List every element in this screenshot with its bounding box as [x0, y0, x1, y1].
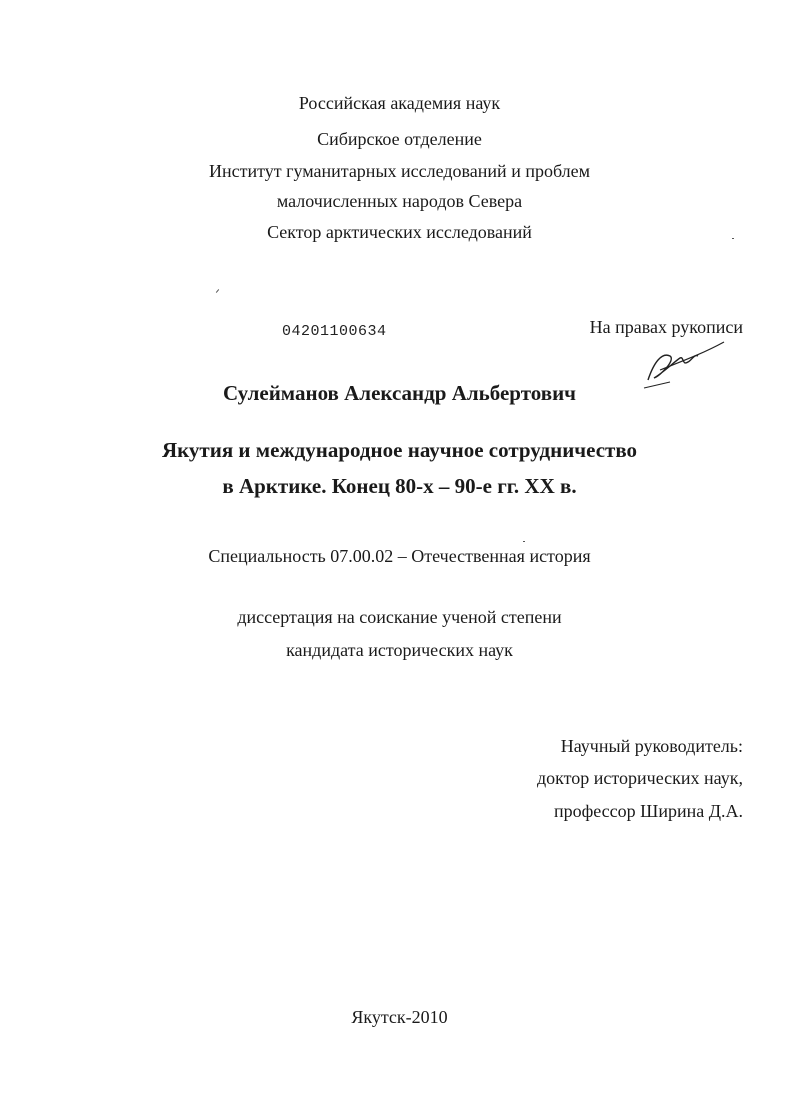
place-year: Якутск-2010 [351, 1007, 448, 1027]
scan-speck [732, 238, 734, 239]
dissertation-title-line2: в Арктике. Конец 80-х – 90-е гг. ХХ в. [222, 474, 577, 498]
academy-name: Российская академия наук [298, 93, 501, 113]
supervisor-label: Научный руководитель: [560, 736, 743, 756]
manuscript-note: На правах рукописи [589, 317, 743, 337]
scan-speck [523, 541, 525, 542]
supervisor-degree: доктор исторических наук, [537, 768, 743, 788]
sector-name: Сектор арктических исследований [267, 222, 532, 242]
scan-speck [216, 289, 219, 293]
specialty: Специальность 07.00.02 – Отечественная история [208, 546, 591, 566]
registration-number: 04201100634 [282, 323, 387, 340]
dissertation-title-line1: Якутия и международное научное сотрудничество [161, 438, 638, 462]
institute-name-line1: Институт гуманитарных исследований и проблем [208, 161, 591, 181]
author-name: Сулейманов Александр Альбертович [222, 381, 577, 405]
branch-name: Сибирское отделение [317, 129, 482, 149]
institute-name-line2: малочисленных народов Севера [276, 191, 523, 211]
supervisor-name: профессор Ширина Д.А. [553, 801, 743, 821]
degree-line1: диссертация на соискание ученой степени [237, 607, 562, 627]
degree-line2: кандидата исторических наук [286, 640, 513, 660]
